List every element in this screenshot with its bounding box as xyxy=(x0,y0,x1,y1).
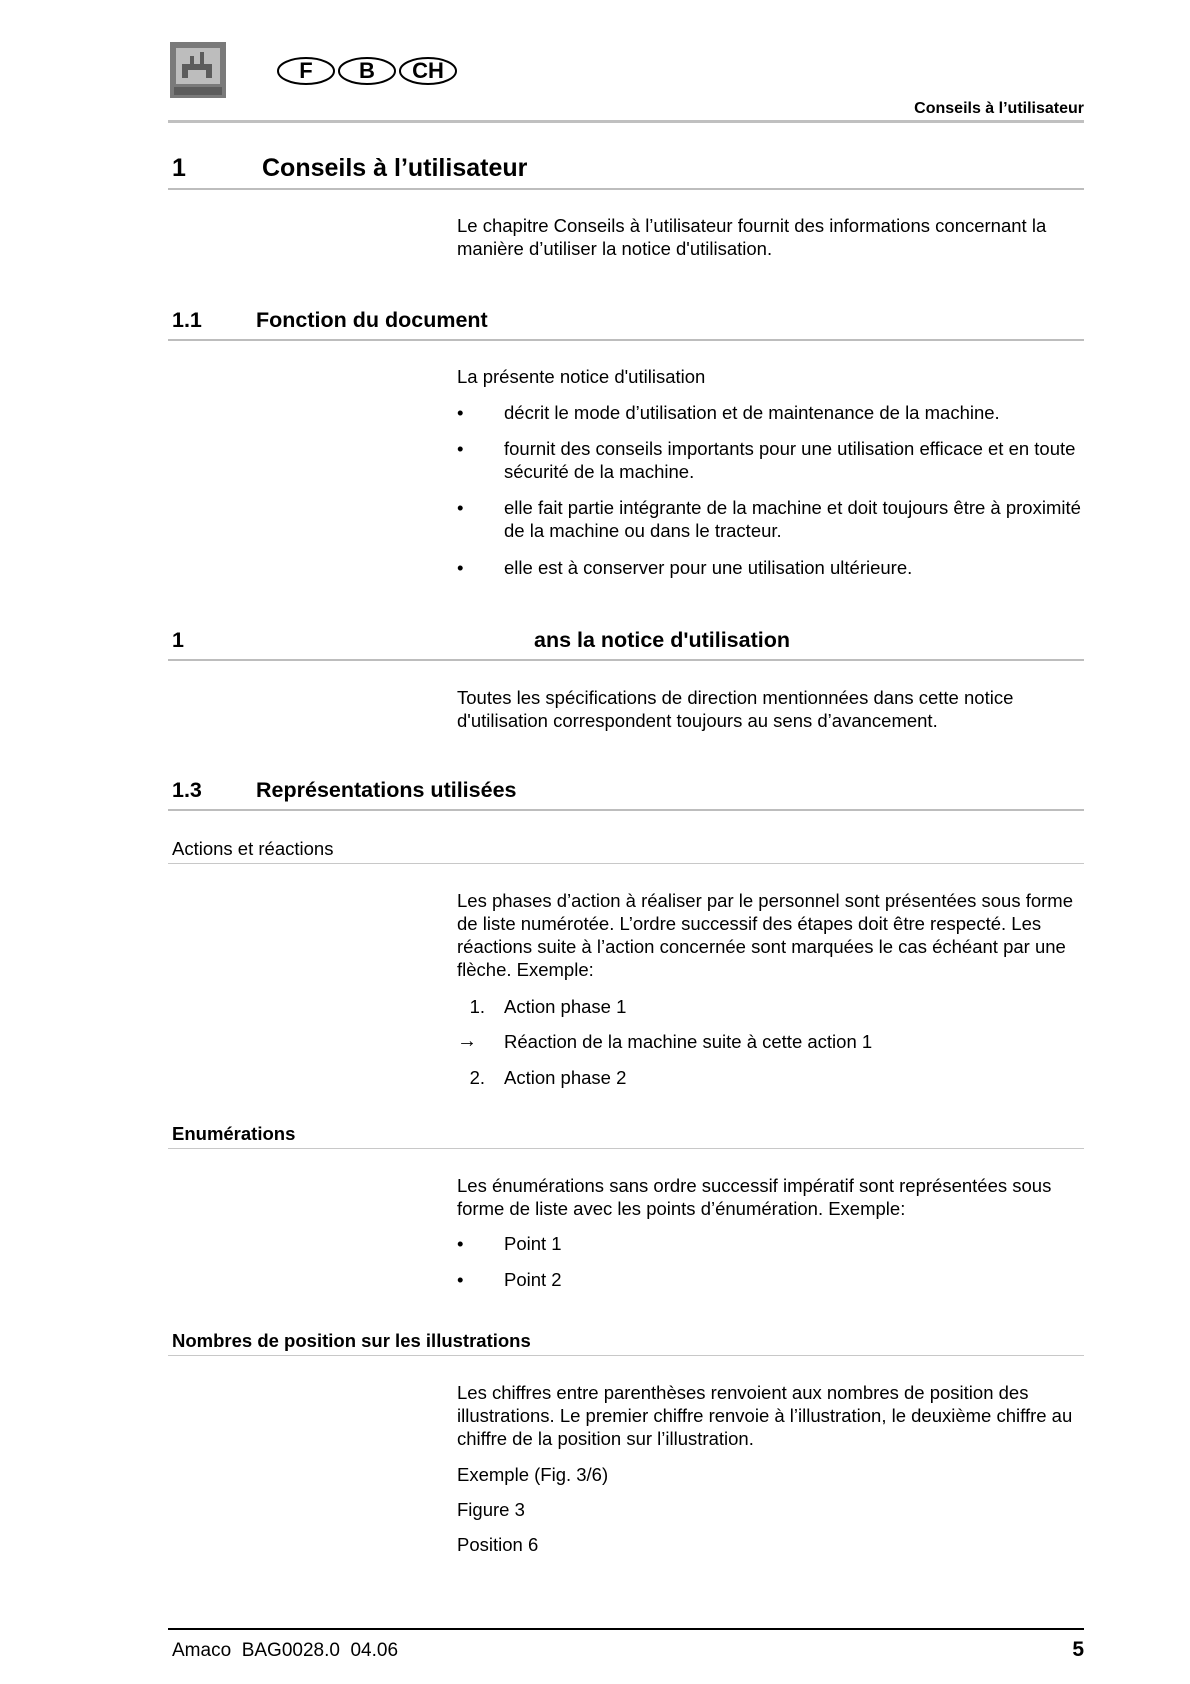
bullet: • xyxy=(457,438,464,459)
section-title: ans la notice d'utilisation xyxy=(534,628,790,652)
chapter-number: 1 xyxy=(172,154,186,182)
actions-text: Les phases d’action à réaliser par le personnel sont présentées sous forme de liste numérotée. L’ordre successif des étapes doit être respecté. Les réactions suite à l’action concernée sont marquées le cas échéant par une flèche. Exemple: xyxy=(457,890,1073,980)
list-item: • décrit le mode d’utilisation et de maintenance de la machine. xyxy=(457,402,1000,423)
bullet: • xyxy=(457,497,464,518)
subheading-positions: Nombres de position sur les illustrations xyxy=(172,1330,531,1351)
chapter-title: Conseils à l’utilisateur xyxy=(262,154,528,182)
subheading-enumerations: Enumérations xyxy=(172,1123,296,1144)
section-divider xyxy=(168,339,1084,341)
section-1-1-heading xyxy=(172,308,488,333)
list-item: • Point 2 xyxy=(457,1269,562,1290)
list-item: • elle est à conserver pour une utilisation ultérieure. xyxy=(457,557,913,578)
section-number: 1 xyxy=(172,628,184,652)
positions-text: Les chiffres entre parenthèses renvoient aux nombres de position des illustrations. Le premier chiffre renvoie à l’illustration, le deuxième chiffre au chiffre de la position sur l’illustration. xyxy=(457,1382,1073,1449)
page-number: 5 xyxy=(1072,1638,1084,1661)
positions-example: Exemple (Fig. 3/6) xyxy=(457,1464,609,1485)
action-step: 1. Action phase 1 xyxy=(457,995,1087,1018)
positions-position: Position 6 xyxy=(457,1534,539,1555)
list-item: • Point 1 xyxy=(457,1233,562,1254)
section-1-2-text: Toutes les spécifications de direction mentionnées dans cette notice d'utilisation correspondent toujours au sens d’avancement. xyxy=(457,687,1014,731)
step-number: 1. xyxy=(469,996,485,1017)
country-codes xyxy=(276,56,458,86)
subheading-divider xyxy=(168,1355,1084,1356)
section-divider xyxy=(168,809,1084,811)
action-step: 2. Action phase 2 xyxy=(457,1066,1087,1089)
bullet: • xyxy=(457,557,464,578)
footer-divider xyxy=(168,1628,1084,1630)
country-code-ch: CH xyxy=(412,58,444,83)
section-1-1-lead: La présente notice d'utilisation xyxy=(457,366,706,387)
chapter-intro: Le chapitre Conseils à l’utilisateur fournit des informations concernant la manière d’utiliser la notice d'utilisation. xyxy=(457,215,1047,259)
list-item: • elle fait partie intégrante de la machine et doit toujours être à proximité de la machine ou dans le tracteur. xyxy=(457,497,1081,541)
country-code-b: B xyxy=(359,58,375,83)
action-reaction: → Réaction de la machine suite à cette action 1 xyxy=(457,1030,873,1052)
section-divider xyxy=(168,659,1084,661)
bullet: • xyxy=(457,1233,464,1254)
subheading-divider xyxy=(168,1148,1084,1149)
bullet: • xyxy=(457,402,464,423)
footer-doc-ref: Amaco BAG0028.0 04.06 xyxy=(172,1640,399,1661)
subheading-actions: Actions et réactions xyxy=(172,838,334,859)
section-title: Fonction du document xyxy=(256,308,488,332)
chapter-heading xyxy=(172,154,527,183)
header-divider xyxy=(168,120,1084,123)
section-number: 1.1 xyxy=(172,308,202,332)
section-title: Représentations utilisées xyxy=(256,778,517,802)
list-item: • fournit des conseils importants pour une utilisation efficace et en toute sécurité de la machine. xyxy=(457,438,1076,482)
step-number: 2. xyxy=(469,1067,485,1088)
amazone-logo xyxy=(170,42,226,98)
section-1-2-heading xyxy=(172,628,832,653)
country-code-f: F xyxy=(299,58,313,83)
chapter-divider xyxy=(168,188,1084,190)
section-number: 1.3 xyxy=(172,778,202,802)
bullet: • xyxy=(457,1269,464,1290)
enumerations-text: Les énumérations sans ordre successif impératif sont représentées sous forme de liste avec les points d’énumération. Exemple: xyxy=(457,1175,1052,1219)
positions-figure: Figure 3 xyxy=(457,1499,525,1520)
arrow-right-icon: → xyxy=(457,1030,477,1052)
section-1-3-heading xyxy=(172,778,516,803)
subheading-divider xyxy=(168,863,1084,864)
running-title: Conseils à l’utilisateur xyxy=(914,100,1084,117)
